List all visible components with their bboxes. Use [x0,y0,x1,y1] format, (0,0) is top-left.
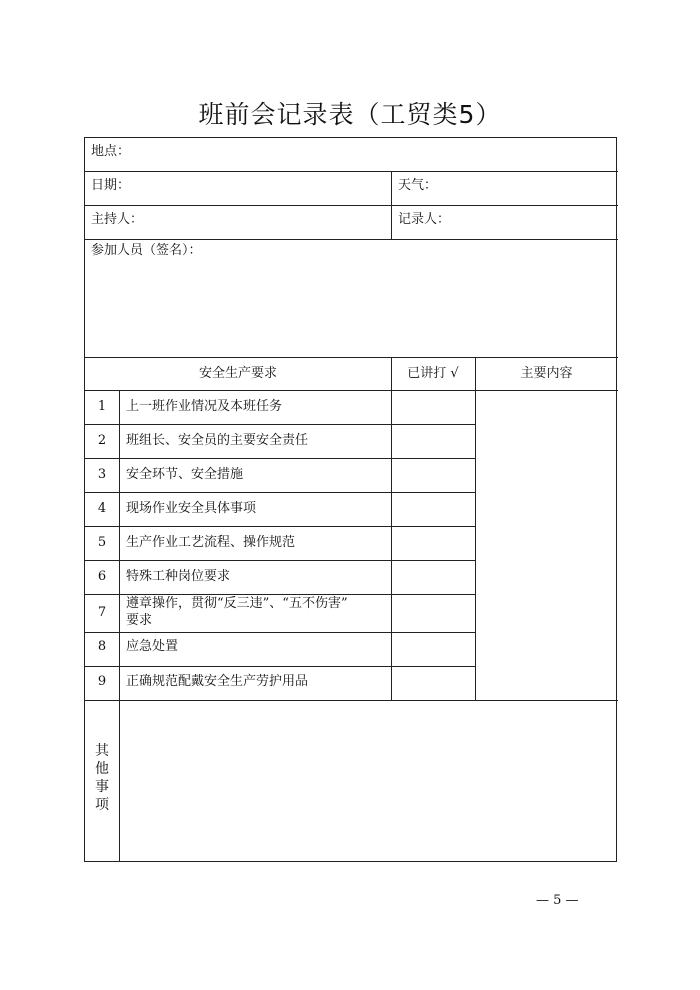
item-divider [85,492,475,493]
document-title: 班前会记录表（工贸类5） [198,100,502,129]
item-divider [85,560,475,561]
other-matters-char: 项 [95,797,109,813]
participants-label: 参加人员（签名）： [91,243,202,258]
item-divider [85,594,475,595]
location-label: 地点： [91,144,131,159]
other-matters-label [85,742,119,814]
item-text: 应急处置 [126,639,179,654]
date-label: 日期： [91,178,131,193]
item-number: 5 [97,535,107,550]
host-label: 主持人： [91,212,144,227]
item-text: 班组长、安全员的主要安全责任 [126,433,309,448]
item-divider [85,458,475,459]
column-divider [475,357,476,700]
item-number: 1 [97,399,107,414]
item-number: 3 [97,467,107,482]
other-matters-char: 事 [95,779,109,795]
item-text: 生产作业工艺流程、操作规范 [126,535,296,550]
item-divider [85,632,475,633]
requirements-header: 安全生产要求 [198,366,277,381]
row-divider [85,239,618,240]
row-divider [85,205,618,206]
item-text: 上一班作业情况及本班任务 [126,399,283,414]
content-header: 主要内容 [520,366,573,381]
item-text-continued: 要求 [126,613,153,628]
item-text: 正确规范配戴安全生产劳护用品 [126,674,309,689]
item-text: 安全环节、安全措施 [126,467,244,482]
row-divider [85,171,618,172]
meeting-record-form [84,137,617,862]
item-number: 2 [97,433,107,448]
item-text: 遵章操作，贯彻“反三违”、“五不伤害” [126,596,348,611]
item-number: 8 [97,639,107,654]
other-matters-char: 其 [95,743,109,759]
number-column-divider [119,390,120,862]
item-number: 9 [97,674,107,689]
item-text: 特殊工种岗位要求 [126,569,231,584]
item-number: 6 [97,569,107,584]
item-number: 7 [97,605,107,620]
item-number: 4 [97,501,107,516]
item-text: 现场作业安全具体事项 [126,501,257,516]
other-matters-char: 他 [95,761,109,777]
page-number: — 5 — [536,893,579,908]
row-divider [85,357,618,358]
checked-header: 已讲打 √ [407,366,459,381]
weather-label: 天气： [398,178,438,193]
item-divider [85,666,475,667]
column-divider [391,171,392,239]
column-divider [391,357,392,700]
item-divider [85,526,475,527]
item-divider [85,424,475,425]
header-divider [85,390,618,391]
recorder-label: 记录人： [398,212,451,227]
other-divider [85,700,618,701]
